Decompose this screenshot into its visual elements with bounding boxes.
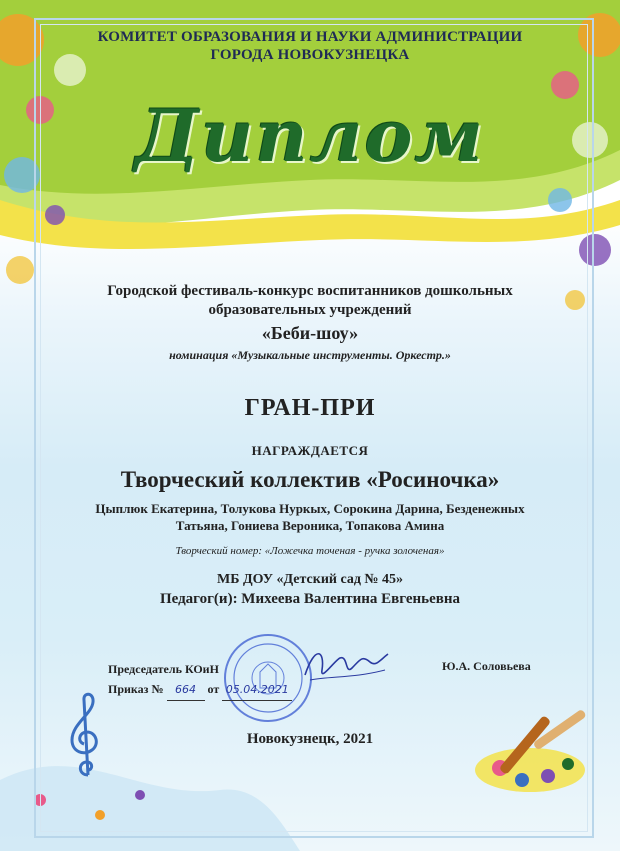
organization: МБ ДОУ «Детский сад № 45» (217, 572, 403, 587)
performance-title: Творческий номер: «Ложечка точеная - ручка золоченая» (175, 545, 445, 557)
committee-header (0, 28, 620, 64)
order-label: Приказ № (108, 682, 164, 696)
teacher: Педагог(и): Михеева Валентина Евгеньевна (159, 591, 461, 607)
handwritten-signature (300, 640, 390, 690)
order-number: 664 (167, 680, 205, 701)
committee-line-2: ГОРОДА НОВОКУЗНЕЦКА (210, 47, 410, 63)
festival-name: «Беби-шоу» (261, 323, 359, 343)
city-year: Новокузнецк, 2021 (246, 731, 374, 747)
committee-line-1: КОМИТЕТ ОБРАЗОВАНИЯ И НАУКИ АДМИНИСТРАЦИИ (97, 29, 523, 45)
awarded-label: НАГРАЖДАЕТСЯ (251, 443, 369, 458)
award-level: ГРАН-ПРИ (244, 395, 376, 421)
chair-label: Председатель КОиН (108, 662, 219, 676)
order-date: 05.04.2021 (222, 680, 292, 701)
nomination: номинация «Музыкальные инструменты. Оркестр.» (169, 348, 451, 362)
chair-name: Ю.А. Соловьева (442, 659, 531, 673)
signature-block (108, 659, 292, 701)
bubble (6, 256, 34, 284)
recipient-name: Творческий коллектив «Росиночка» (120, 467, 500, 492)
date-label: от (207, 682, 220, 696)
order-line (108, 679, 292, 701)
members-list: Цыплюк Екатерина, Толукова Нуркых, Сорокина Дарина, Безденежных Татьяна, Гониева Вероника, Топакова Амина (95, 501, 525, 533)
festival-description: Городской фестиваль-конкурс воспитанников дошкольных образовательных учреждений (107, 283, 513, 318)
diploma-title: Диплом (135, 93, 485, 178)
